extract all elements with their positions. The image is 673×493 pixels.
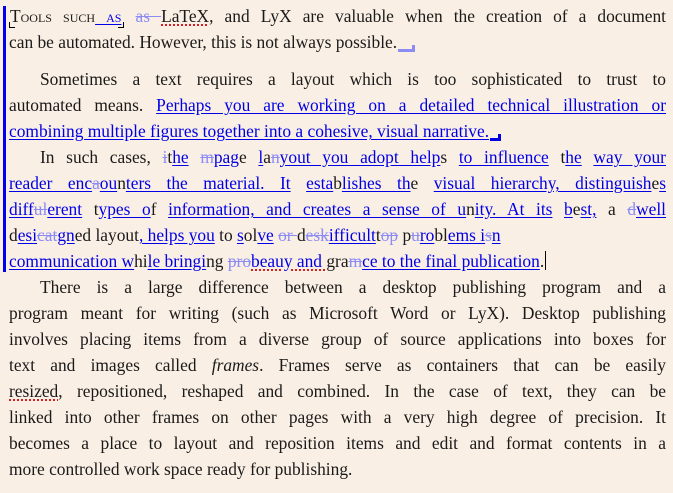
text-line (9, 29, 666, 55)
inserted-text: ll (656, 199, 667, 219)
text-run: In such cases, (40, 147, 163, 167)
inserted-text: ce to the final publication (362, 251, 540, 271)
text-cursor (545, 251, 546, 270)
text-run (552, 199, 564, 219)
text-run (291, 173, 307, 193)
deleted-text: n (270, 147, 280, 167)
text-run: . Frames serve as containers that can be easily (259, 355, 666, 375)
inserted-text: Perhaps you are working on a detailed technical illustration or (156, 95, 666, 115)
inserted-text: diff (9, 199, 34, 219)
inserted-text: he (172, 147, 189, 167)
text-run (189, 147, 201, 167)
paragraph-4[interactable] (9, 274, 666, 482)
inserted-text: tinguish (595, 173, 652, 193)
inserted-text: erent (47, 199, 83, 219)
text-line (9, 248, 666, 274)
text-run: p (398, 225, 412, 245)
text-run: linked into other frames on other pages with a very high degree of precision. It (9, 407, 666, 427)
text-run: text and images called (9, 355, 212, 375)
text-run: ed layout (74, 225, 139, 245)
text-run: b (333, 173, 342, 193)
inserted-text: we (636, 199, 657, 219)
inserted-text: reader enc (9, 173, 93, 193)
deleted-text: s (485, 225, 492, 245)
text-line (9, 456, 666, 482)
inserted-text: nfluence (488, 147, 549, 167)
text-line (9, 66, 666, 92)
inserted-text: ems i (447, 225, 486, 245)
text-line (9, 196, 666, 222)
paragraph-end-marker-icon (398, 45, 415, 52)
text-run: a (596, 199, 628, 219)
deleted-text: m (200, 147, 214, 167)
text-run: ng (206, 251, 228, 271)
text-run: program meant for writing (such as Microsoft Word or LyX). Desktop publishing (9, 303, 666, 323)
inserted-text: al hierarchy, dis (462, 173, 596, 193)
inserted-text: pag (213, 147, 239, 167)
text-run: . (539, 251, 545, 271)
inserted-text: ve (257, 225, 274, 245)
inserted-text: ifficult (328, 225, 376, 245)
text-run: can be automated. However, this is not always possible. (9, 32, 398, 52)
text-run: more controlled work space ready for publishing. (9, 459, 353, 479)
text-run: Sometimes a text requires a layout which is too sophisticated to trust to (40, 69, 666, 89)
inserted-text: combining multiple figures together into a cohesive, visual narrative. (9, 121, 490, 141)
text-run (582, 147, 594, 167)
text-line (9, 274, 666, 300)
text-run: d (9, 225, 18, 245)
text-line (9, 170, 666, 196)
inserted-text: ou (99, 173, 118, 193)
text-run: Tools such (10, 6, 96, 26)
text-run: bl (434, 225, 448, 245)
inserted-text: lishes th (341, 173, 411, 193)
deleted-text: d (627, 199, 637, 219)
text-run: e (572, 199, 581, 219)
text-run: LaTeX (161, 6, 210, 26)
text-line (9, 378, 666, 404)
text-line (9, 222, 666, 248)
text-run: automated means. (9, 95, 157, 115)
inserted-text: esi (17, 225, 38, 245)
inserted-text: ypes o (98, 199, 151, 219)
paragraph-end-marker-icon (490, 134, 501, 141)
inserted-text: ro (419, 225, 435, 245)
deleted-text: or (278, 225, 297, 245)
inserted-text: b (564, 199, 573, 219)
deleted-text: op (380, 225, 399, 245)
inserted-text: visu (433, 173, 463, 193)
inserted-text: s (237, 225, 244, 245)
inserted-text: ity. At its (474, 199, 553, 219)
inserted-text: beauy and (251, 251, 327, 271)
inserted-text: information, and creates a sense of u (168, 199, 467, 219)
inserted-text: as (95, 6, 122, 26)
text-line (9, 3, 666, 29)
text-line (9, 430, 666, 456)
text-run: to (214, 225, 238, 245)
text-run: There is a large difference between a desktop publishing program and a (40, 277, 666, 297)
text-run: a (263, 147, 271, 167)
deleted-text: m (348, 251, 363, 271)
deleted-text: u (411, 225, 420, 245)
paragraph-2[interactable] (9, 66, 666, 144)
text-run: frames (211, 355, 260, 375)
text-run: e (651, 173, 660, 193)
change-tracking-bar (3, 6, 6, 272)
deleted-text: cat (37, 225, 58, 245)
inserted-text: to i (458, 147, 489, 167)
deleted-text: a (92, 173, 100, 193)
text-run (157, 199, 169, 219)
text-run: e (238, 147, 259, 167)
inserted-text: st, (580, 199, 597, 219)
text-line (9, 118, 666, 144)
text-line (9, 352, 666, 378)
text-run: d (296, 225, 306, 245)
text-run: e (410, 173, 434, 193)
inserted-text: esta (306, 173, 334, 193)
inserted-text: communication w (9, 251, 135, 271)
text-line (9, 326, 666, 352)
inserted-text: gn (57, 225, 75, 245)
inserted-text: n (491, 225, 501, 245)
inserted-text: le bringi (147, 251, 207, 271)
text-line (9, 300, 666, 326)
text-run: t (167, 147, 173, 167)
inserted-text: , helps you (138, 225, 215, 245)
text-run: , repositioned, reshaped and combined. In the case of text, they can be (58, 381, 666, 401)
deleted-text: as (135, 6, 162, 26)
inserted-text: l (258, 147, 264, 167)
inserted-text: s (659, 173, 666, 193)
text-run: f (150, 199, 157, 219)
text-run: t (548, 147, 566, 167)
text-run: s (440, 147, 459, 167)
text-run: becomes a place to layout and reposition items and edit and format contents in a (9, 433, 666, 453)
text-run: , and LyX are valuable when the creation of a document (209, 6, 666, 26)
text-run: n (117, 173, 126, 193)
deleted-text: pro (227, 251, 252, 271)
paragraph-3[interactable] (9, 144, 666, 274)
text-run: ol (243, 225, 258, 245)
text-run: involves placing items from a diverse group of source applications into boxes for (9, 329, 666, 349)
text-run: resized (9, 381, 59, 401)
deleted-text: ul (33, 199, 48, 219)
deleted-text: esk (305, 225, 329, 245)
text-run: hi (134, 251, 148, 271)
text-run (124, 6, 135, 26)
text-line (9, 144, 666, 170)
text-run: n (466, 199, 475, 219)
paragraph-1[interactable] (9, 3, 666, 55)
text-line (9, 404, 666, 430)
inserted-text: yout you adopt help (279, 147, 441, 167)
inserted-text: he (565, 147, 582, 167)
inserted-text: way your (593, 147, 666, 167)
text-line (9, 92, 666, 118)
deleted-text: i (162, 147, 168, 167)
text-run: gra (326, 251, 349, 271)
inserted-text: ters the material. It (125, 173, 291, 193)
text-run: t (375, 225, 381, 245)
text-run: t (82, 199, 99, 219)
